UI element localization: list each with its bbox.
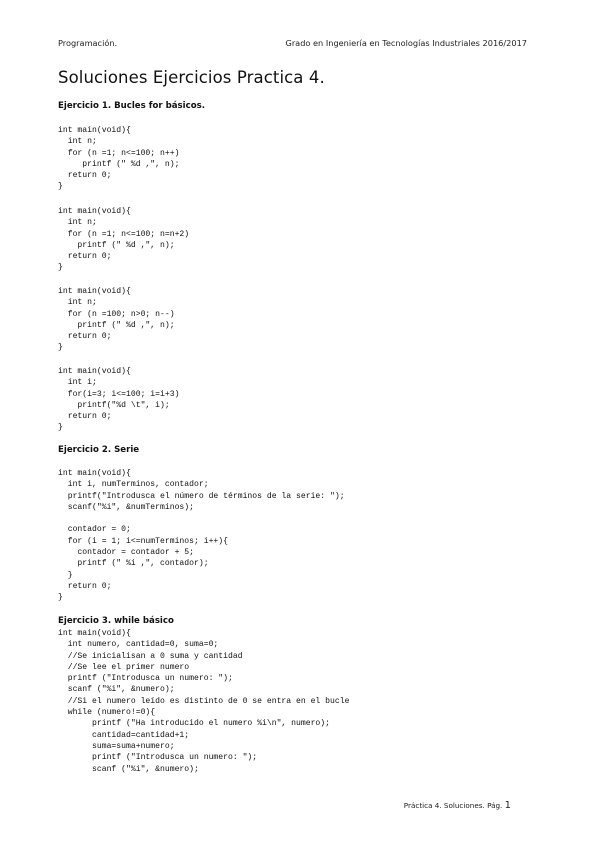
footer-label: Práctica 4. Soluciones. Pág. <box>403 801 503 810</box>
exercise-2-code-block: int main(void){ int i, numTerminos, contador; printf("Introdusca el número de términos de la serie: "); scanf("%i", &numTerminos); contador = 0; for (i = 1; i<=numTerminos; i++){ contador = contador + 5; printf (" %i ,", contador); } return 0; } <box>58 469 345 603</box>
page-number: 1 <box>504 800 511 811</box>
exercise-1-code-block-2: int main(void){ int n; for (n =1; n<=100; n=n+2) printf (" %d ,", n); return 0; } <box>58 207 190 273</box>
header-degree: Grado en Ingeniería en Tecnologías Industriales 2016/2017 <box>285 38 527 48</box>
page-footer <box>404 800 511 811</box>
exercise-3-heading: Ejercicio 3. while básico <box>58 616 174 626</box>
exercise-1-code-block-1: int main(void){ int n; for (n =1; n<=100; n++) printf (" %d ,", n); return 0; } <box>58 126 180 192</box>
page-title: Soluciones Ejercicios Practica 4. <box>58 68 325 87</box>
exercise-1-code-block-4: int main(void){ int i; for(i=3; i<=100; i=i+3) printf("%d \t", i); return 0; } <box>58 367 180 433</box>
exercise-2-heading: Ejercicio 2. Serie <box>58 445 140 455</box>
exercise-1-heading: Ejercicio 1. Bucles for básicos. <box>58 101 206 111</box>
exercise-3-code-block: int main(void){ int numero, cantidad=0, suma=0; //Se inicialisan a 0 suma y cantidad //Se lee el primer numero printf ("Introdusca un numero: "); scanf ("%i", &numero); //Si el numero leído es distinto de 0 se entra en el bucle while (numero!=0){ printf ("Ha introducido el numero %i\n", numero); cantidad=cantidad+1; suma=suma+numero; printf ("Introdusca un numero: "); scanf ("%i", &numero); <box>58 629 350 774</box>
exercise-1-code-block-3: int main(void){ int n; for (n =100; n>0; n--) printf (" %d ,", n); return 0; } <box>58 287 175 353</box>
header-course: Programación. <box>58 38 118 48</box>
